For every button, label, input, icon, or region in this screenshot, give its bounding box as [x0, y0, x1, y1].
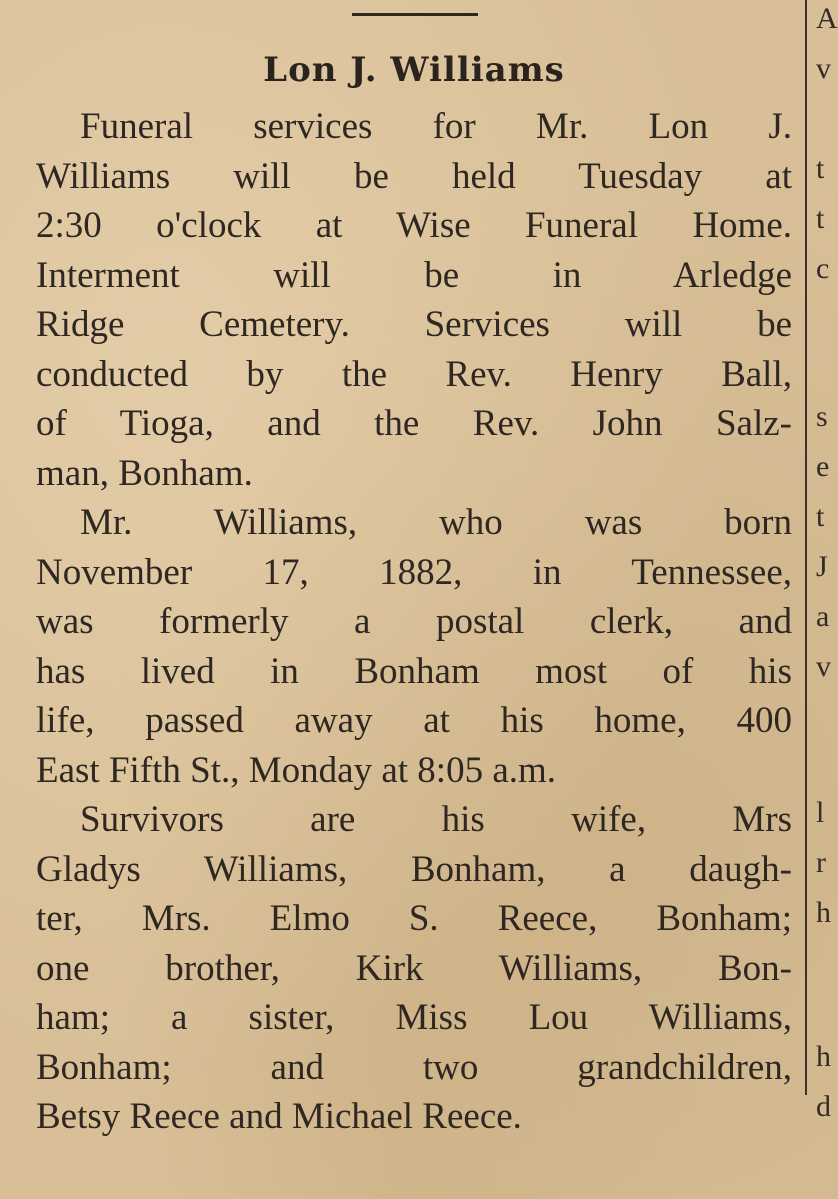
- fragment-letter: t: [816, 202, 825, 235]
- paragraph-survivors: [36, 795, 792, 1142]
- fragment-letter: e: [816, 450, 830, 483]
- paragraph-services: [36, 102, 792, 498]
- top-divider-rule: [352, 13, 478, 16]
- fragment-letter: t: [816, 500, 825, 533]
- fragment-letter: A: [816, 2, 838, 35]
- fragment-letter: h: [816, 1040, 831, 1073]
- fragment-letter: v: [816, 650, 831, 683]
- text-line: conducted by the Rev. Henry Ball,: [36, 353, 792, 395]
- text-line: one brother, Kirk Williams, Bon-: [36, 947, 792, 989]
- text-line: 2:30 o'clock at Wise Funeral Home.: [36, 205, 792, 246]
- text-line: Ridge Cemetery. Services will be: [36, 304, 792, 345]
- text-line: Bonham; and two grandchildren,: [36, 1046, 792, 1088]
- text-line: Interment will be in Arledge: [36, 254, 792, 296]
- paragraph-biography: [36, 498, 792, 795]
- text-line: Mr. Williams, who was born: [80, 502, 792, 543]
- fragment-letter: c: [816, 252, 830, 285]
- fragment-letter: J: [816, 550, 828, 583]
- text-line: East Fifth St., Monday at 8:05 a.m.: [36, 749, 557, 791]
- text-line: November 17, 1882, in Tennessee,: [36, 551, 792, 593]
- text-line: Betsy Reece and Michael Reece.: [36, 1096, 522, 1137]
- text-line: Williams will be held Tuesday at: [36, 155, 792, 197]
- text-line: was formerly a postal clerk, and: [36, 601, 792, 642]
- text-line: life, passed away at his home, 400: [36, 700, 792, 741]
- text-line: ham; a sister, Miss Lou Williams,: [36, 997, 792, 1038]
- article-headline: Lon J. Williams: [263, 50, 565, 90]
- fragment-letter: v: [816, 52, 831, 85]
- fragment-letter: s: [816, 400, 828, 433]
- fragment-letter: l: [816, 796, 825, 829]
- fragment-letter: r: [816, 846, 826, 879]
- text-line: has lived in Bonham most of his: [36, 650, 792, 692]
- text-line: man, Bonham.: [36, 452, 253, 494]
- obituary-article: [36, 44, 792, 1142]
- fragment-letter: a: [816, 600, 830, 633]
- text-line: Funeral services for Mr. Lon J.: [80, 106, 792, 147]
- fragment-letter: d: [816, 1090, 831, 1123]
- text-line: Gladys Williams, Bonham, a daugh-: [36, 848, 792, 890]
- adjacent-column-fragments: [812, 0, 838, 1199]
- text-line: Survivors are his wife, Mrs: [80, 799, 792, 840]
- text-line: of Tioga, and the Rev. John Salz-: [36, 403, 792, 444]
- fragment-letter: h: [816, 896, 831, 929]
- column-divider-rule: [805, 0, 807, 1095]
- text-line: ter, Mrs. Elmo S. Reece, Bonham;: [36, 898, 792, 939]
- fragment-letter: t: [816, 152, 825, 185]
